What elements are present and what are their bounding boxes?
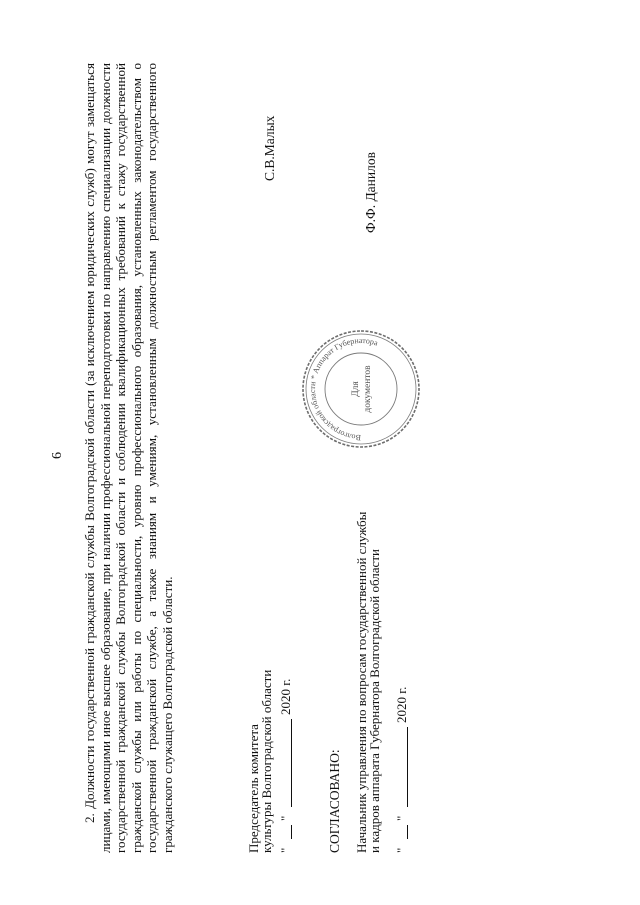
month-blank xyxy=(396,727,408,807)
date-year: 2020 г. xyxy=(394,686,409,723)
agreeing-date-line xyxy=(395,512,408,853)
page-number: 6 xyxy=(50,452,65,459)
agreeing-name: Ф.Ф. Данилов xyxy=(363,152,378,233)
signatory-block xyxy=(247,670,292,853)
stamp-outer-ring xyxy=(303,331,419,447)
stamp-center-line1: Для xyxy=(351,381,361,397)
main-paragraph: 2. Должности государственной гражданской службы Волгоградской области (за исключением юридических служб) могут замещаться лицами, имеющими иное высшее образование, при наличии профессиональной переподготовки по направлению специализации должности государственной гражданской службы Волгоградской области и соблюдении квалификационных требований к стажу государственной гражданской службы или работы по специальности, уровню профессионального образования, установленных законодательством о государственной гражданской службе, а также знаниям и умениям, установленным должностным регламентом государственного гражданского служащего Волгоградской области. xyxy=(82,63,175,853)
month-blank xyxy=(280,719,292,807)
date-close-quote: " xyxy=(278,815,293,821)
official-stamp xyxy=(300,328,422,450)
signatory-date-line xyxy=(279,670,292,853)
signatory-title-line2: культуры Волгоградской области xyxy=(259,669,274,853)
stamp-inner-ring xyxy=(325,353,397,425)
agreeing-title-line2: и кадров аппарата Губернатора Волгоградской области xyxy=(367,549,382,853)
date-open-quote: " xyxy=(394,847,409,853)
day-blank xyxy=(396,825,408,839)
agreed-heading: СОГЛАСОВАНО: xyxy=(327,749,342,853)
signatory-name: С.В.Малых xyxy=(262,115,277,181)
signatory-title-line1: Председатель комитета xyxy=(246,724,261,853)
date-close-quote: " xyxy=(394,815,409,821)
agreeing-block xyxy=(355,512,408,853)
stamp-ring-text: Волгоградской области * Аппарат Губернатора xyxy=(307,335,379,443)
stamp-center-line2: документов xyxy=(363,365,373,413)
stamp-outer-inner-ring xyxy=(306,334,416,444)
date-year: 2020 г. xyxy=(278,678,293,715)
day-blank xyxy=(280,825,292,839)
agreeing-title-line1: Начальник управления по вопросам государственной службы xyxy=(354,511,369,853)
date-open-quote: " xyxy=(278,847,293,853)
